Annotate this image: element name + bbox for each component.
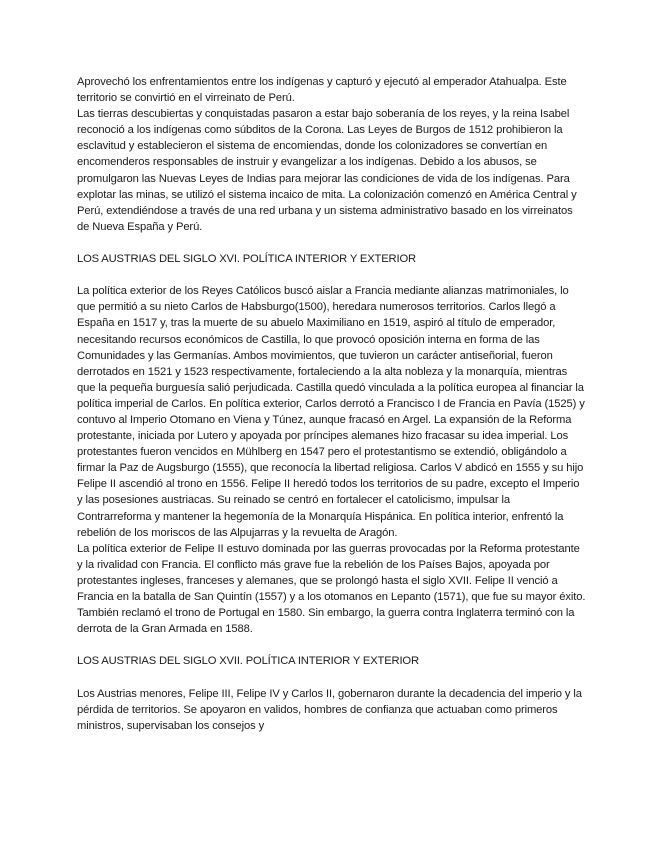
spacer <box>77 267 587 283</box>
document-page <box>77 74 587 734</box>
paragraph-carlos-v: La política exterior de los Reyes Católicos buscó aislar a Francia mediante alianzas matrimoniales, lo que permitió a su nieto Carlos de Habsburgo(1500), heredara numerosos territorios. Carlos llegó a España en 1517 y, tras la muerte de su abuelo Maximiliano en 1519, aspiró al título de emperador, necesitando recursos económicos de Castilla, lo que provocó oposición interna en forma de las Comunidades y las Germanías. Ambos movimientos, que tuvieron un carácter antiseñorial, fueron derrotados en 1521 y 1523 respectivamente, fortaleciendo a la alta nobleza y la monarquía, mientras que la pequeña burguesía salió perjudicada. Castilla quedó vinculada a la política europea al financiar la política imperial de Carlos. En política exterior, Carlos derrotó a Francisco I de Francia en Pavía (1525) y contuvo al Imperio Otomano en Viena y Túnez, aunque fracasó en Argel. La expansión de la Reforma protestante, iniciada por Lutero y apoyada por príncipes alemanes hizo fracasar su idea imperial. Los protestantes fueron vencidos en Mühlberg en 1547 pero el protestantismo se extendió, obligándolo a firmar la Paz de Augsburgo (1555), que reconocía la libertad religiosa. Carlos V abdicó en 1555 y su hijo Felipe II ascendió al trono en 1556. Felipe II heredó todos los territorios de su padre, excepto el Imperio y las posesiones austriacas. Su reinado se centró en fortalecer el catolicismo, impulsar la Contrarreforma y mantener la hegemonía de la Monarquía Hispánica. En política interior, enfrentó la rebelión de los moriscos de las Alpujarras y la revuelta de Aragón. <box>77 285 585 539</box>
spacer <box>77 669 587 685</box>
section-heading-siglo-xvii: LOS AUSTRIAS DEL SIGLO XVII. POLÍTICA INTERIOR Y EXTERIOR <box>77 655 419 668</box>
paragraph-peru: Aprovechó los enfrentamientos entre los indígenas y capturó y ejecutó al emperador Atahualpa. Este territorio se convirtió en el virreinato de Perú. <box>77 76 567 105</box>
paragraph-felipe-ii: La política exterior de Felipe II estuvo dominada por las guerras provocadas por la Reforma protestante y la rivalidad con Francia. El conflicto más grave fue la rebelión de los Países Bajos, apoyada por protestantes ingleses, franceses y alemanes, que se prolongó hasta el siglo XVII. Felipe II venció a Francia en la batalla de San Quintín (1557) y a los otomanos en Lepanto (1571), que fue su mayor éxito. También reclamó el trono de Portugal en 1580. Sin embargo, la guerra contra Inglaterra terminó con la derrota de la Gran Armada en 1588. <box>77 542 586 636</box>
paragraph-colonizacion: Las tierras descubiertas y conquistadas pasaron a estar bajo soberanía de los reyes, y la reina Isabel reconoció a los indígenas como súbditos de la Corona. Las Leyes de Burgos de 1512 prohibieron la esclavitud y establecieron el sistema de encomiendas, donde los colonizadores se convertían en encomenderos responsables de instruir y evangelizar a los indígenas. Debido a los abusos, se promulgaron las Nuevas Leyes de Indias para mejorar las condiciones de vida de los indígenas. Para explotar las minas, se utilizó el sistema incaico de mita. La colonización comenzó en América Central y Perú, extendiéndose a través de una red urbana y un sistema administrativo basado en los virreinatos de Nueva España y Perú. <box>77 108 577 233</box>
paragraph-austrias-menores: Los Austrias menores, Felipe III, Felipe IV y Carlos II, gobernaron durante la decadencia del imperio y la pérdida de territorios. Se apoyaron en validos, hombres de confianza que actuaban como primeros ministros, supervisaban los consejos y <box>77 687 582 732</box>
spacer <box>77 235 587 251</box>
spacer <box>77 637 587 653</box>
section-heading-siglo-xvi: LOS AUSTRIAS DEL SIGLO XVI. POLÍTICA INTERIOR Y EXTERIOR <box>77 253 416 266</box>
